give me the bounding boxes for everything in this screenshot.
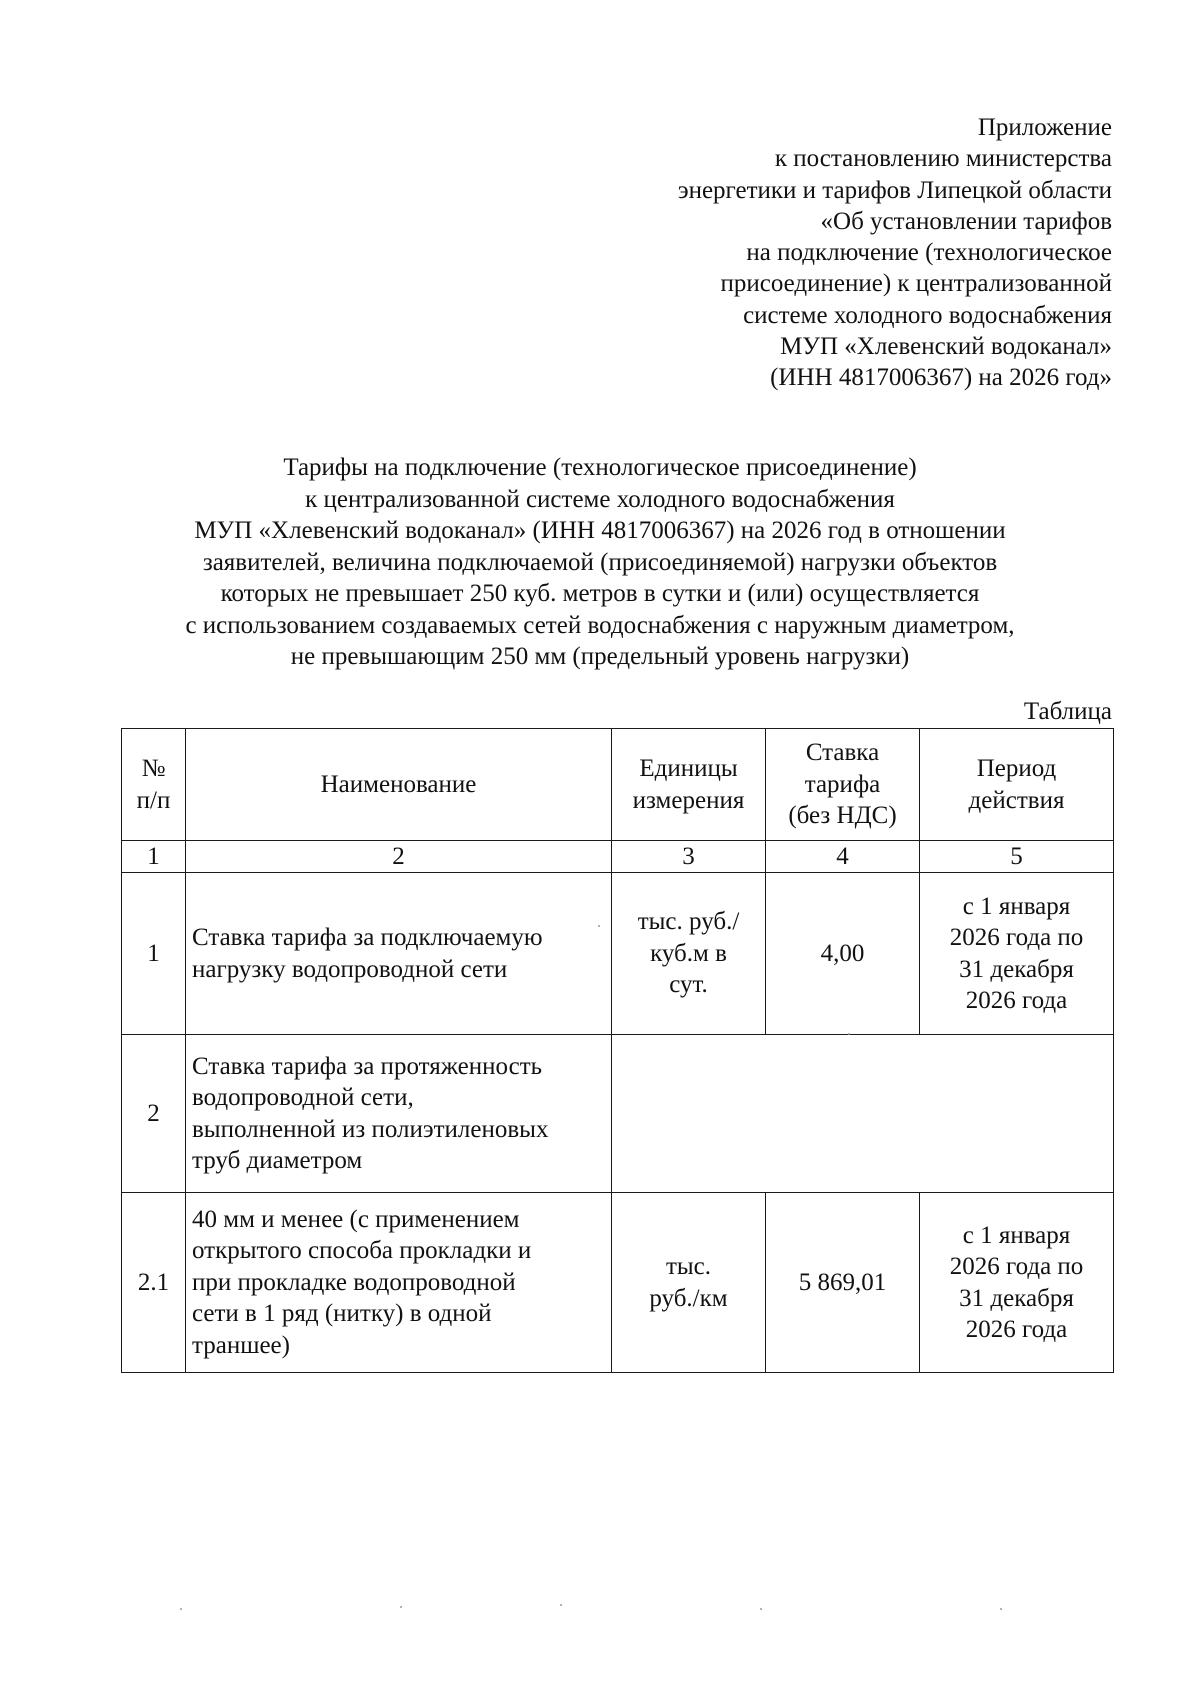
scan-speck — [1000, 1608, 1002, 1610]
header-units: Единицы измерения — [612, 729, 766, 841]
row-name: Ставка тарифа за протяженность водопроводной сети, выполненной из полиэтиленовых труб диаметром — [186, 1035, 612, 1193]
appendix-header — [472, 112, 1112, 394]
row-number: 1 — [122, 873, 186, 1035]
appendix-line: «Об установлении тарифов — [820, 207, 1112, 235]
column-number: 2 — [186, 841, 612, 873]
appendix-line: к постановлению министерства — [774, 145, 1112, 173]
appendix-line: системе холодного водоснабжения — [743, 301, 1112, 329]
scan-speck — [180, 1608, 182, 1610]
title-line: заявителей, величина подключаемой (присоединяемой) нагрузки объектов — [202, 548, 998, 576]
table-label: Таблица — [1023, 698, 1112, 725]
table-row — [122, 1193, 1114, 1373]
scan-speck — [400, 1606, 402, 1608]
table-row — [122, 1035, 1114, 1193]
row-units: тыс. руб./км — [612, 1193, 766, 1373]
appendix-line: МУП «Хлевенский водоканал» — [780, 333, 1112, 361]
title-line: с использованием создаваемых сетей водоснабжения с наружным диаметром, — [185, 611, 1015, 639]
header-name: Наименование — [186, 729, 612, 841]
column-number: 3 — [612, 841, 766, 873]
column-number: 5 — [920, 841, 1114, 873]
title-line: к централизованной системе холодного водоснабжения — [305, 485, 895, 513]
row-number: 2.1 — [122, 1193, 186, 1373]
title-line: Тарифы на подключение (технологическое присоединение) — [283, 454, 917, 481]
appendix-line: на подключение (технологическое — [746, 239, 1112, 267]
row-rate: 4,00 — [766, 873, 920, 1035]
table-header-row — [122, 729, 1114, 841]
title-line: МУП «Хлевенский водоканал» (ИНН 4817006367) на 2026 год в отношении — [194, 517, 1006, 544]
column-number: 4 — [766, 841, 920, 873]
document-title — [100, 452, 1100, 673]
appendix-line: энергетики и тарифов Липецкой области — [677, 176, 1112, 204]
header-period: Период действия — [920, 729, 1114, 841]
appendix-line: Приложение — [977, 114, 1112, 141]
scan-speck — [760, 1608, 762, 1610]
scan-speck — [598, 925, 600, 927]
appendix-line: присоединение) к централизованной — [720, 270, 1112, 298]
scan-speck — [848, 1033, 850, 1035]
appendix-line: (ИНН 4817006367) на 2026 год» — [770, 364, 1112, 392]
table-row — [122, 873, 1114, 1035]
header-rate: Ставка тарифа (без НДС) — [766, 729, 920, 841]
row-number: 2 — [122, 1035, 186, 1193]
row-name: 40 мм и менее (с применением открытого способа прокладки и при прокладке водопроводной сети в 1 ряд (нитку) в одной траншее) — [186, 1193, 612, 1373]
row-period: с 1 января 2026 года по 31 декабря 2026 года — [920, 873, 1114, 1035]
column-number-row — [122, 841, 1114, 873]
title-line: не превышающим 250 мм (предельный уровень нагрузки) — [290, 643, 910, 670]
row-empty-merged-cell — [612, 1035, 1114, 1193]
row-rate: 5 869,01 — [766, 1193, 920, 1373]
header-number: № п/п — [122, 729, 186, 841]
column-number: 1 — [122, 841, 186, 873]
row-units: тыс. руб./ куб.м в сут. — [612, 873, 766, 1035]
row-period: с 1 января 2026 года по 31 декабря 2026 года — [920, 1193, 1114, 1373]
title-line: которых не превышает 250 куб. метров в сутки и (или) осуществляется — [220, 580, 980, 607]
row-name: Ставка тарифа за подключаемую нагрузку водопроводной сети — [186, 873, 612, 1035]
scan-speck — [560, 1604, 562, 1606]
tariff-table — [121, 728, 1114, 1373]
